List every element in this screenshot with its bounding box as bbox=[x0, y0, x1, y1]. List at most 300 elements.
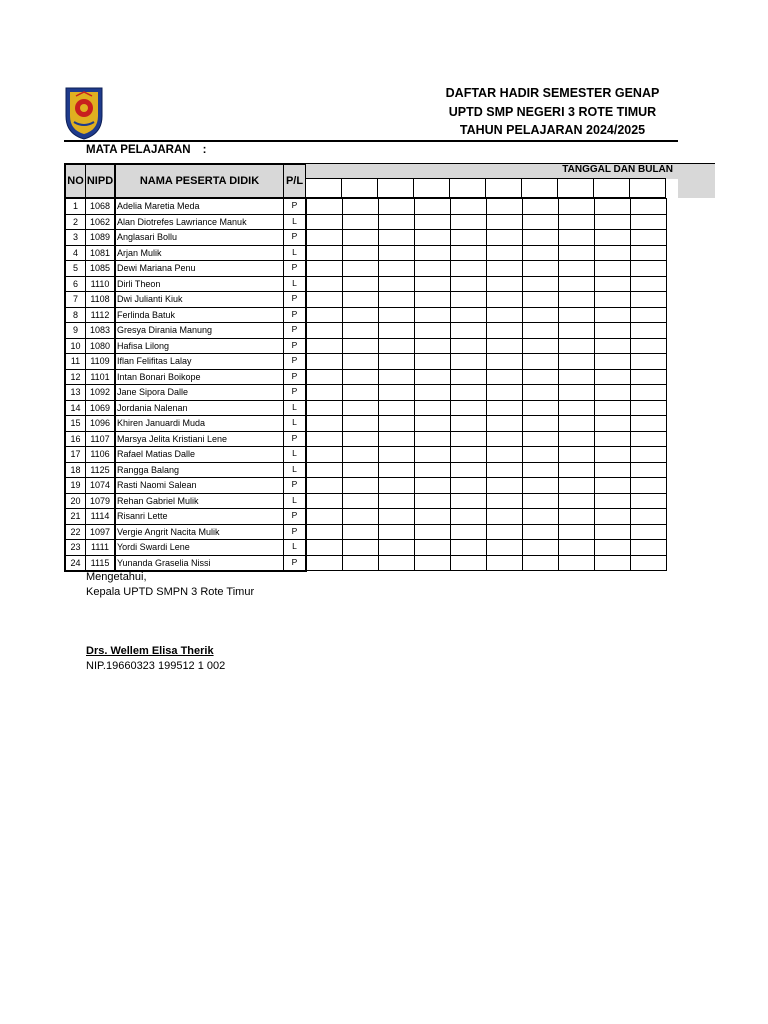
attendance-cell[interactable] bbox=[558, 446, 595, 463]
attendance-cell[interactable] bbox=[594, 493, 631, 510]
attendance-cell[interactable] bbox=[378, 477, 415, 494]
attendance-cell[interactable] bbox=[486, 493, 523, 510]
attendance-cell[interactable] bbox=[306, 431, 343, 448]
attendance-cell[interactable] bbox=[414, 369, 451, 386]
row-gender: P bbox=[283, 431, 307, 448]
attendance-cell[interactable] bbox=[594, 307, 631, 324]
attendance-cell[interactable] bbox=[342, 260, 379, 277]
attendance-cell[interactable] bbox=[630, 493, 667, 510]
attendance-cell[interactable] bbox=[342, 462, 379, 479]
attendance-cell[interactable] bbox=[450, 431, 487, 448]
attendance-cell[interactable] bbox=[342, 369, 379, 386]
column-header-no: NO bbox=[64, 163, 86, 198]
attendance-cell[interactable] bbox=[306, 384, 343, 401]
attendance-cell[interactable] bbox=[522, 431, 559, 448]
attendance-cell[interactable] bbox=[486, 477, 523, 494]
attendance-cell[interactable] bbox=[630, 539, 667, 556]
attendance-cell[interactable] bbox=[630, 260, 667, 277]
attendance-cell[interactable] bbox=[342, 431, 379, 448]
attendance-cell[interactable] bbox=[414, 446, 451, 463]
attendance-cell[interactable] bbox=[450, 198, 487, 215]
attendance-cell[interactable] bbox=[450, 462, 487, 479]
attendance-cell[interactable] bbox=[522, 338, 559, 355]
attendance-cell[interactable] bbox=[450, 508, 487, 525]
attendance-cell[interactable] bbox=[594, 214, 631, 231]
attendance-cell[interactable] bbox=[558, 214, 595, 231]
row-student-name: Marsya Jelita Kristiani Lene bbox=[114, 431, 284, 448]
attendance-cell[interactable] bbox=[558, 260, 595, 277]
attendance-cell[interactable] bbox=[630, 322, 667, 339]
attendance-cell[interactable] bbox=[558, 307, 595, 324]
column-header-name: NAMA PESERTA DIDIK bbox=[114, 163, 284, 198]
attendance-cell[interactable] bbox=[306, 291, 343, 308]
attendance-cell[interactable] bbox=[450, 245, 487, 262]
attendance-cell[interactable] bbox=[414, 477, 451, 494]
attendance-cell[interactable] bbox=[306, 260, 343, 277]
column-header-gender: P/L bbox=[283, 163, 307, 198]
attendance-cell[interactable] bbox=[486, 462, 523, 479]
row-nipd: 1092 bbox=[85, 384, 115, 401]
attendance-cell[interactable] bbox=[342, 446, 379, 463]
attendance-cell[interactable] bbox=[522, 307, 559, 324]
attendance-cell[interactable] bbox=[594, 431, 631, 448]
attendance-cell[interactable] bbox=[630, 229, 667, 246]
attendance-cell[interactable] bbox=[306, 493, 343, 510]
attendance-cell[interactable] bbox=[558, 276, 595, 293]
attendance-cell[interactable] bbox=[450, 400, 487, 417]
attendance-cell[interactable] bbox=[378, 369, 415, 386]
attendance-cell[interactable] bbox=[306, 555, 343, 572]
attendance-cell[interactable] bbox=[306, 400, 343, 417]
attendance-cell[interactable] bbox=[486, 229, 523, 246]
row-number: 21 bbox=[64, 508, 86, 525]
attendance-cell[interactable] bbox=[306, 245, 343, 262]
attendance-cell[interactable] bbox=[378, 338, 415, 355]
attendance-cell[interactable] bbox=[306, 353, 343, 370]
attendance-cell[interactable] bbox=[378, 555, 415, 572]
attendance-cell[interactable] bbox=[486, 539, 523, 556]
attendance-cell[interactable] bbox=[378, 260, 415, 277]
row-nipd: 1109 bbox=[85, 353, 115, 370]
attendance-cell[interactable] bbox=[486, 384, 523, 401]
attendance-cell[interactable] bbox=[450, 307, 487, 324]
attendance-cell[interactable] bbox=[630, 446, 667, 463]
attendance-cell[interactable] bbox=[306, 415, 343, 432]
attendance-cell[interactable] bbox=[558, 508, 595, 525]
attendance-cell[interactable] bbox=[378, 400, 415, 417]
attendance-cell[interactable] bbox=[522, 415, 559, 432]
attendance-cell[interactable] bbox=[450, 214, 487, 231]
attendance-cell[interactable] bbox=[306, 338, 343, 355]
row-number: 10 bbox=[64, 338, 86, 355]
row-student-name: Dirli Theon bbox=[114, 276, 284, 293]
attendance-cell[interactable] bbox=[378, 431, 415, 448]
row-nipd: 1112 bbox=[85, 307, 115, 324]
attendance-cell[interactable] bbox=[414, 384, 451, 401]
row-student-name: Intan Bonari Boikope bbox=[114, 369, 284, 386]
row-nipd: 1111 bbox=[85, 539, 115, 556]
row-gender: P bbox=[283, 322, 307, 339]
attendance-cell[interactable] bbox=[522, 291, 559, 308]
attendance-cell[interactable] bbox=[342, 353, 379, 370]
attendance-cell[interactable] bbox=[378, 276, 415, 293]
row-gender: L bbox=[283, 446, 307, 463]
row-nipd: 1115 bbox=[85, 555, 115, 572]
attendance-cell[interactable] bbox=[342, 229, 379, 246]
attendance-cell[interactable] bbox=[414, 415, 451, 432]
attendance-cell[interactable] bbox=[522, 369, 559, 386]
attendance-cell[interactable] bbox=[342, 307, 379, 324]
attendance-cell[interactable] bbox=[342, 291, 379, 308]
attendance-cell[interactable] bbox=[414, 431, 451, 448]
attendance-cell[interactable] bbox=[378, 415, 415, 432]
attendance-cell[interactable] bbox=[522, 446, 559, 463]
attendance-cell[interactable] bbox=[342, 338, 379, 355]
attendance-cell[interactable] bbox=[594, 260, 631, 277]
attendance-cell[interactable] bbox=[342, 415, 379, 432]
attendance-cell[interactable] bbox=[558, 229, 595, 246]
attendance-cell[interactable] bbox=[558, 384, 595, 401]
attendance-cell[interactable] bbox=[342, 400, 379, 417]
attendance-cell[interactable] bbox=[522, 198, 559, 215]
attendance-cell[interactable] bbox=[594, 276, 631, 293]
attendance-cell[interactable] bbox=[594, 369, 631, 386]
attendance-cell[interactable] bbox=[522, 214, 559, 231]
row-student-name: Dwi Julianti Kiuk bbox=[114, 291, 284, 308]
row-student-name: Ferlinda Batuk bbox=[114, 307, 284, 324]
attendance-cell[interactable] bbox=[594, 291, 631, 308]
attendance-cell[interactable] bbox=[414, 245, 451, 262]
attendance-cell[interactable] bbox=[522, 508, 559, 525]
attendance-cell[interactable] bbox=[486, 260, 523, 277]
attendance-cell[interactable] bbox=[306, 477, 343, 494]
row-nipd: 1110 bbox=[85, 276, 115, 293]
attendance-cell[interactable] bbox=[486, 198, 523, 215]
attendance-cell[interactable] bbox=[414, 198, 451, 215]
attendance-cell[interactable] bbox=[630, 369, 667, 386]
attendance-cell[interactable] bbox=[594, 245, 631, 262]
date-subheader-cell bbox=[377, 178, 414, 198]
attendance-cell[interactable] bbox=[378, 524, 415, 541]
attendance-cell[interactable] bbox=[558, 477, 595, 494]
attendance-cell[interactable] bbox=[414, 462, 451, 479]
attendance-cell[interactable] bbox=[378, 214, 415, 231]
attendance-cell[interactable] bbox=[450, 260, 487, 277]
attendance-cell[interactable] bbox=[450, 446, 487, 463]
attendance-cell[interactable] bbox=[306, 214, 343, 231]
attendance-cell[interactable] bbox=[486, 214, 523, 231]
attendance-cell[interactable] bbox=[522, 276, 559, 293]
attendance-cell[interactable] bbox=[594, 400, 631, 417]
attendance-cell[interactable] bbox=[450, 555, 487, 572]
attendance-cell[interactable] bbox=[630, 214, 667, 231]
row-number: 5 bbox=[64, 260, 86, 277]
row-nipd: 1107 bbox=[85, 431, 115, 448]
row-student-name: Rangga Balang bbox=[114, 462, 284, 479]
attendance-cell[interactable] bbox=[414, 400, 451, 417]
attendance-cell[interactable] bbox=[522, 477, 559, 494]
attendance-cell[interactable] bbox=[306, 307, 343, 324]
row-number: 14 bbox=[64, 400, 86, 417]
attendance-cell[interactable] bbox=[522, 462, 559, 479]
row-number: 1 bbox=[64, 198, 86, 215]
row-student-name: Khiren Januardi Muda bbox=[114, 415, 284, 432]
attendance-cell[interactable] bbox=[378, 384, 415, 401]
attendance-cell[interactable] bbox=[558, 524, 595, 541]
attendance-cell[interactable] bbox=[342, 555, 379, 572]
attendance-cell[interactable] bbox=[378, 198, 415, 215]
attendance-cell[interactable] bbox=[558, 369, 595, 386]
attendance-cell[interactable] bbox=[306, 369, 343, 386]
attendance-cell[interactable] bbox=[414, 539, 451, 556]
attendance-cell[interactable] bbox=[558, 462, 595, 479]
attendance-cell[interactable] bbox=[450, 539, 487, 556]
attendance-cell[interactable] bbox=[558, 493, 595, 510]
row-gender: P bbox=[283, 524, 307, 541]
attendance-cell[interactable] bbox=[486, 276, 523, 293]
attendance-cell[interactable] bbox=[414, 260, 451, 277]
attendance-cell[interactable] bbox=[378, 446, 415, 463]
attendance-cell[interactable] bbox=[630, 555, 667, 572]
attendance-cell[interactable] bbox=[558, 322, 595, 339]
attendance-cell[interactable] bbox=[450, 369, 487, 386]
subject-field bbox=[86, 144, 206, 156]
attendance-cell[interactable] bbox=[486, 338, 523, 355]
row-student-name: Adelia Maretia Meda bbox=[114, 198, 284, 215]
attendance-cell[interactable] bbox=[594, 415, 631, 432]
attendance-cell[interactable] bbox=[522, 260, 559, 277]
attendance-cell[interactable] bbox=[378, 245, 415, 262]
attendance-cell[interactable] bbox=[630, 307, 667, 324]
attendance-cell[interactable] bbox=[486, 369, 523, 386]
attendance-cell[interactable] bbox=[522, 322, 559, 339]
attendance-cell[interactable] bbox=[342, 539, 379, 556]
attendance-cell[interactable] bbox=[450, 493, 487, 510]
row-number: 20 bbox=[64, 493, 86, 510]
attendance-cell[interactable] bbox=[630, 198, 667, 215]
attendance-cell[interactable] bbox=[558, 431, 595, 448]
date-subheader-cell bbox=[341, 178, 378, 198]
row-student-name: Yordi Swardi Lene bbox=[114, 539, 284, 556]
attendance-cell[interactable] bbox=[630, 338, 667, 355]
attendance-cell[interactable] bbox=[594, 524, 631, 541]
row-gender: P bbox=[283, 291, 307, 308]
attendance-cell[interactable] bbox=[486, 555, 523, 572]
attendance-cell[interactable] bbox=[486, 322, 523, 339]
attendance-cell[interactable] bbox=[306, 524, 343, 541]
attendance-cell[interactable] bbox=[450, 338, 487, 355]
attendance-cell[interactable] bbox=[522, 555, 559, 572]
attendance-cell[interactable] bbox=[414, 338, 451, 355]
attendance-cell[interactable] bbox=[630, 431, 667, 448]
attendance-cell[interactable] bbox=[558, 291, 595, 308]
attendance-cell[interactable] bbox=[450, 229, 487, 246]
attendance-cell[interactable] bbox=[306, 508, 343, 525]
row-number: 15 bbox=[64, 415, 86, 432]
principal-name: Drs. Wellem Elisa Therik bbox=[86, 645, 214, 657]
attendance-cell[interactable] bbox=[342, 214, 379, 231]
attendance-cell[interactable] bbox=[486, 415, 523, 432]
attendance-cell[interactable] bbox=[378, 322, 415, 339]
attendance-cell[interactable] bbox=[378, 508, 415, 525]
attendance-cell[interactable] bbox=[306, 322, 343, 339]
attendance-cell[interactable] bbox=[522, 524, 559, 541]
attendance-cell[interactable] bbox=[522, 229, 559, 246]
attendance-cell[interactable] bbox=[558, 400, 595, 417]
attendance-cell[interactable] bbox=[630, 276, 667, 293]
attendance-cell[interactable] bbox=[594, 229, 631, 246]
attendance-cell[interactable] bbox=[342, 245, 379, 262]
row-number: 9 bbox=[64, 322, 86, 339]
attendance-cell[interactable] bbox=[306, 539, 343, 556]
attendance-cell[interactable] bbox=[594, 477, 631, 494]
row-gender: P bbox=[283, 260, 307, 277]
attendance-cell[interactable] bbox=[342, 322, 379, 339]
date-subheader-cell bbox=[485, 178, 522, 198]
attendance-cell[interactable] bbox=[414, 276, 451, 293]
attendance-cell[interactable] bbox=[558, 415, 595, 432]
attendance-cell[interactable] bbox=[342, 493, 379, 510]
attendance-cell[interactable] bbox=[558, 198, 595, 215]
row-nipd: 1101 bbox=[85, 369, 115, 386]
row-nipd: 1096 bbox=[85, 415, 115, 432]
attendance-cell[interactable] bbox=[630, 353, 667, 370]
attendance-cell[interactable] bbox=[414, 307, 451, 324]
row-number: 12 bbox=[64, 369, 86, 386]
attendance-cell[interactable] bbox=[486, 524, 523, 541]
attendance-cell[interactable] bbox=[414, 353, 451, 370]
attendance-cell[interactable] bbox=[378, 493, 415, 510]
attendance-cell[interactable] bbox=[342, 198, 379, 215]
attendance-cell[interactable] bbox=[630, 462, 667, 479]
row-nipd: 1068 bbox=[85, 198, 115, 215]
attendance-cell[interactable] bbox=[342, 276, 379, 293]
attendance-cell[interactable] bbox=[450, 384, 487, 401]
date-subheader-cell bbox=[449, 178, 486, 198]
attendance-cell[interactable] bbox=[630, 291, 667, 308]
attendance-cell[interactable] bbox=[306, 276, 343, 293]
attendance-cell[interactable] bbox=[450, 477, 487, 494]
attendance-cell[interactable] bbox=[486, 353, 523, 370]
row-number: 11 bbox=[64, 353, 86, 370]
row-gender: L bbox=[283, 400, 307, 417]
title-line-1: DAFTAR HADIR SEMESTER GENAP bbox=[445, 86, 660, 100]
attendance-cell[interactable] bbox=[522, 493, 559, 510]
attendance-cell[interactable] bbox=[378, 291, 415, 308]
attendance-cell[interactable] bbox=[306, 446, 343, 463]
row-student-name: Iflan Felifitas Lalay bbox=[114, 353, 284, 370]
attendance-cell[interactable] bbox=[594, 322, 631, 339]
attendance-cell[interactable] bbox=[306, 462, 343, 479]
attendance-cell[interactable] bbox=[486, 508, 523, 525]
attendance-cell[interactable] bbox=[558, 555, 595, 572]
attendance-cell[interactable] bbox=[306, 198, 343, 215]
attendance-cell[interactable] bbox=[378, 353, 415, 370]
attendance-cell[interactable] bbox=[558, 353, 595, 370]
attendance-cell[interactable] bbox=[594, 555, 631, 572]
attendance-cell[interactable] bbox=[342, 384, 379, 401]
attendance-cell[interactable] bbox=[450, 322, 487, 339]
attendance-cell[interactable] bbox=[630, 524, 667, 541]
row-nipd: 1074 bbox=[85, 477, 115, 494]
attendance-cell[interactable] bbox=[486, 245, 523, 262]
attendance-cell[interactable] bbox=[450, 353, 487, 370]
row-gender: P bbox=[283, 198, 307, 215]
attendance-cell[interactable] bbox=[414, 291, 451, 308]
attendance-cell[interactable] bbox=[486, 431, 523, 448]
attendance-cell[interactable] bbox=[522, 353, 559, 370]
attendance-cell[interactable] bbox=[342, 508, 379, 525]
attendance-cell[interactable] bbox=[450, 524, 487, 541]
attendance-cell[interactable] bbox=[522, 245, 559, 262]
attendance-cell[interactable] bbox=[594, 462, 631, 479]
attendance-cell[interactable] bbox=[414, 508, 451, 525]
attendance-cell[interactable] bbox=[342, 524, 379, 541]
row-student-name: Anglasari Bollu bbox=[114, 229, 284, 246]
attendance-cell[interactable] bbox=[414, 229, 451, 246]
attendance-cell[interactable] bbox=[414, 493, 451, 510]
attendance-cell[interactable] bbox=[594, 338, 631, 355]
attendance-cell[interactable] bbox=[594, 384, 631, 401]
attendance-cell[interactable] bbox=[378, 539, 415, 556]
attendance-cell[interactable] bbox=[594, 508, 631, 525]
attendance-cell[interactable] bbox=[630, 245, 667, 262]
row-number: 16 bbox=[64, 431, 86, 448]
attendance-cell[interactable] bbox=[558, 245, 595, 262]
attendance-cell[interactable] bbox=[630, 508, 667, 525]
attendance-cell[interactable] bbox=[558, 539, 595, 556]
attendance-cell[interactable] bbox=[630, 477, 667, 494]
attendance-cell[interactable] bbox=[594, 353, 631, 370]
row-gender: P bbox=[283, 229, 307, 246]
attendance-cell[interactable] bbox=[378, 462, 415, 479]
attendance-cell[interactable] bbox=[414, 555, 451, 572]
document-title bbox=[420, 84, 685, 140]
attendance-cell[interactable] bbox=[558, 338, 595, 355]
attendance-cell[interactable] bbox=[486, 307, 523, 324]
attendance-cell[interactable] bbox=[522, 400, 559, 417]
attendance-cell[interactable] bbox=[378, 229, 415, 246]
attendance-cell[interactable] bbox=[306, 229, 343, 246]
attendance-cell[interactable] bbox=[486, 400, 523, 417]
row-gender: P bbox=[283, 384, 307, 401]
attendance-cell[interactable] bbox=[630, 400, 667, 417]
row-number: 17 bbox=[64, 446, 86, 463]
row-nipd: 1081 bbox=[85, 245, 115, 262]
row-student-name: Rasti Naomi Salean bbox=[114, 477, 284, 494]
attendance-cell[interactable] bbox=[450, 415, 487, 432]
attendance-cell[interactable] bbox=[630, 415, 667, 432]
attendance-cell[interactable] bbox=[594, 198, 631, 215]
row-gender: P bbox=[283, 555, 307, 572]
attendance-cell[interactable] bbox=[486, 291, 523, 308]
attendance-cell[interactable] bbox=[414, 524, 451, 541]
attendance-cell[interactable] bbox=[630, 384, 667, 401]
attendance-cell[interactable] bbox=[342, 477, 379, 494]
attendance-cell[interactable] bbox=[414, 322, 451, 339]
attendance-cell[interactable] bbox=[522, 539, 559, 556]
attendance-cell[interactable] bbox=[522, 384, 559, 401]
attendance-cell[interactable] bbox=[414, 214, 451, 231]
attendance-cell[interactable] bbox=[450, 291, 487, 308]
attendance-cell[interactable] bbox=[594, 446, 631, 463]
attendance-cell[interactable] bbox=[594, 539, 631, 556]
row-number: 6 bbox=[64, 276, 86, 293]
attendance-cell[interactable] bbox=[450, 276, 487, 293]
row-nipd: 1097 bbox=[85, 524, 115, 541]
attendance-cell[interactable] bbox=[378, 307, 415, 324]
attendance-cell[interactable] bbox=[486, 446, 523, 463]
